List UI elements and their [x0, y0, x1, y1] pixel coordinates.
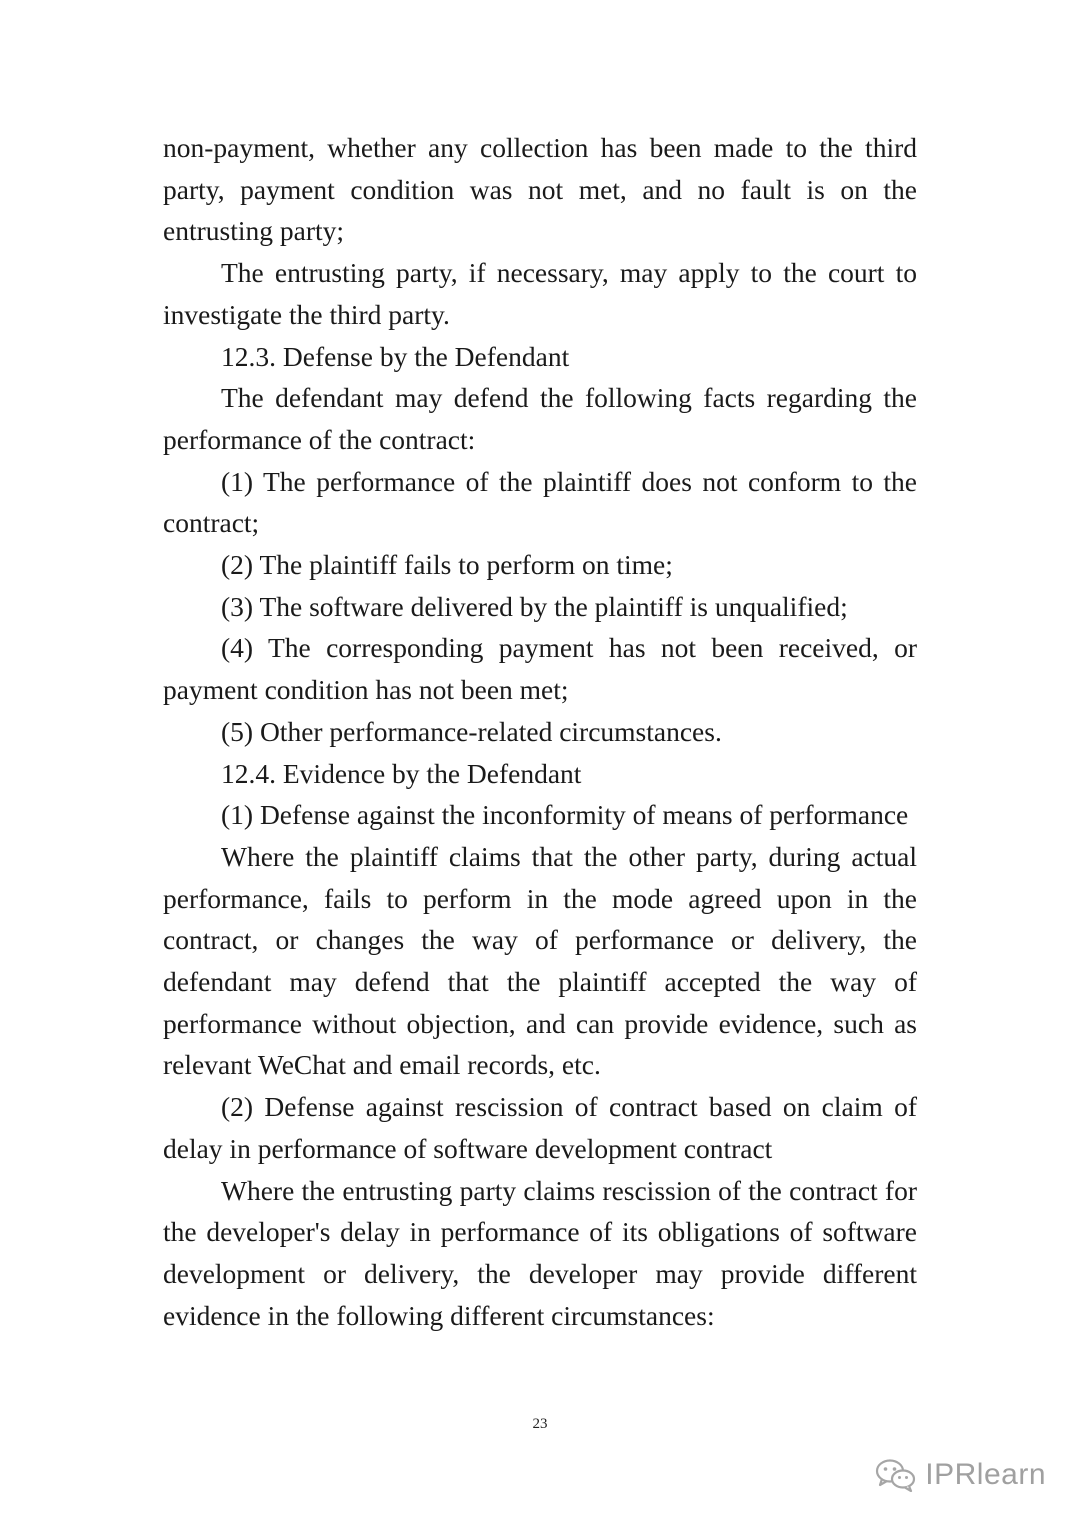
- list-item: (2) The plaintiff fails to perform on time;: [221, 549, 673, 581]
- list-item: (1) The performance of the plaintiff does not conform to the contract;: [163, 465, 917, 539]
- paragraph: Where the entrusting party claims rescission of the contract for the developer's delay in performance of its obligations of software development or delivery, the developer may provide different evidence in the following different circumstances:: [163, 1174, 917, 1331]
- watermark: [875, 1458, 1046, 1492]
- watermark-text: IPRlearn: [925, 1458, 1046, 1491]
- list-item: (3) The software delivered by the plaintiff is unqualified;: [221, 590, 848, 622]
- section-heading: 12.3. Defense by the Defendant: [221, 340, 570, 372]
- paragraph: The defendant may defend the following facts regarding the performance of the contract:: [163, 382, 917, 455]
- wechat-icon: [875, 1458, 917, 1492]
- document-body: [163, 127, 917, 1336]
- list-item: (5) Other performance-related circumstances.: [221, 715, 722, 747]
- list-item: (4) The corresponding payment has not been received, or payment condition has not been met;: [163, 632, 917, 706]
- page-number: 23: [532, 1416, 548, 1432]
- paragraph: The entrusting party, if necessary, may apply to the court to investigate the third party.: [163, 257, 917, 330]
- section-heading: 12.4. Evidence by the Defendant: [221, 757, 582, 789]
- subsection-heading: (2) Defense against rescission of contract based on claim of delay in performance of software development contract: [163, 1091, 917, 1164]
- subsection-heading: (1) Defense against the inconformity of means of performance: [221, 799, 909, 831]
- paragraph: non-payment, whether any collection has been made to the third party, payment condition was not met, and no fault is on the entrusting party;: [163, 132, 917, 247]
- paragraph: Where the plaintiff claims that the other party, during actual performance, fails to perform in the mode agreed upon in the contract, or changes the way of performance or delivery, the defendant may defend that the plaintiff accepted the way of performance without objection, and can provide evidence, such as relevant WeChat and email records, etc.: [163, 840, 917, 1081]
